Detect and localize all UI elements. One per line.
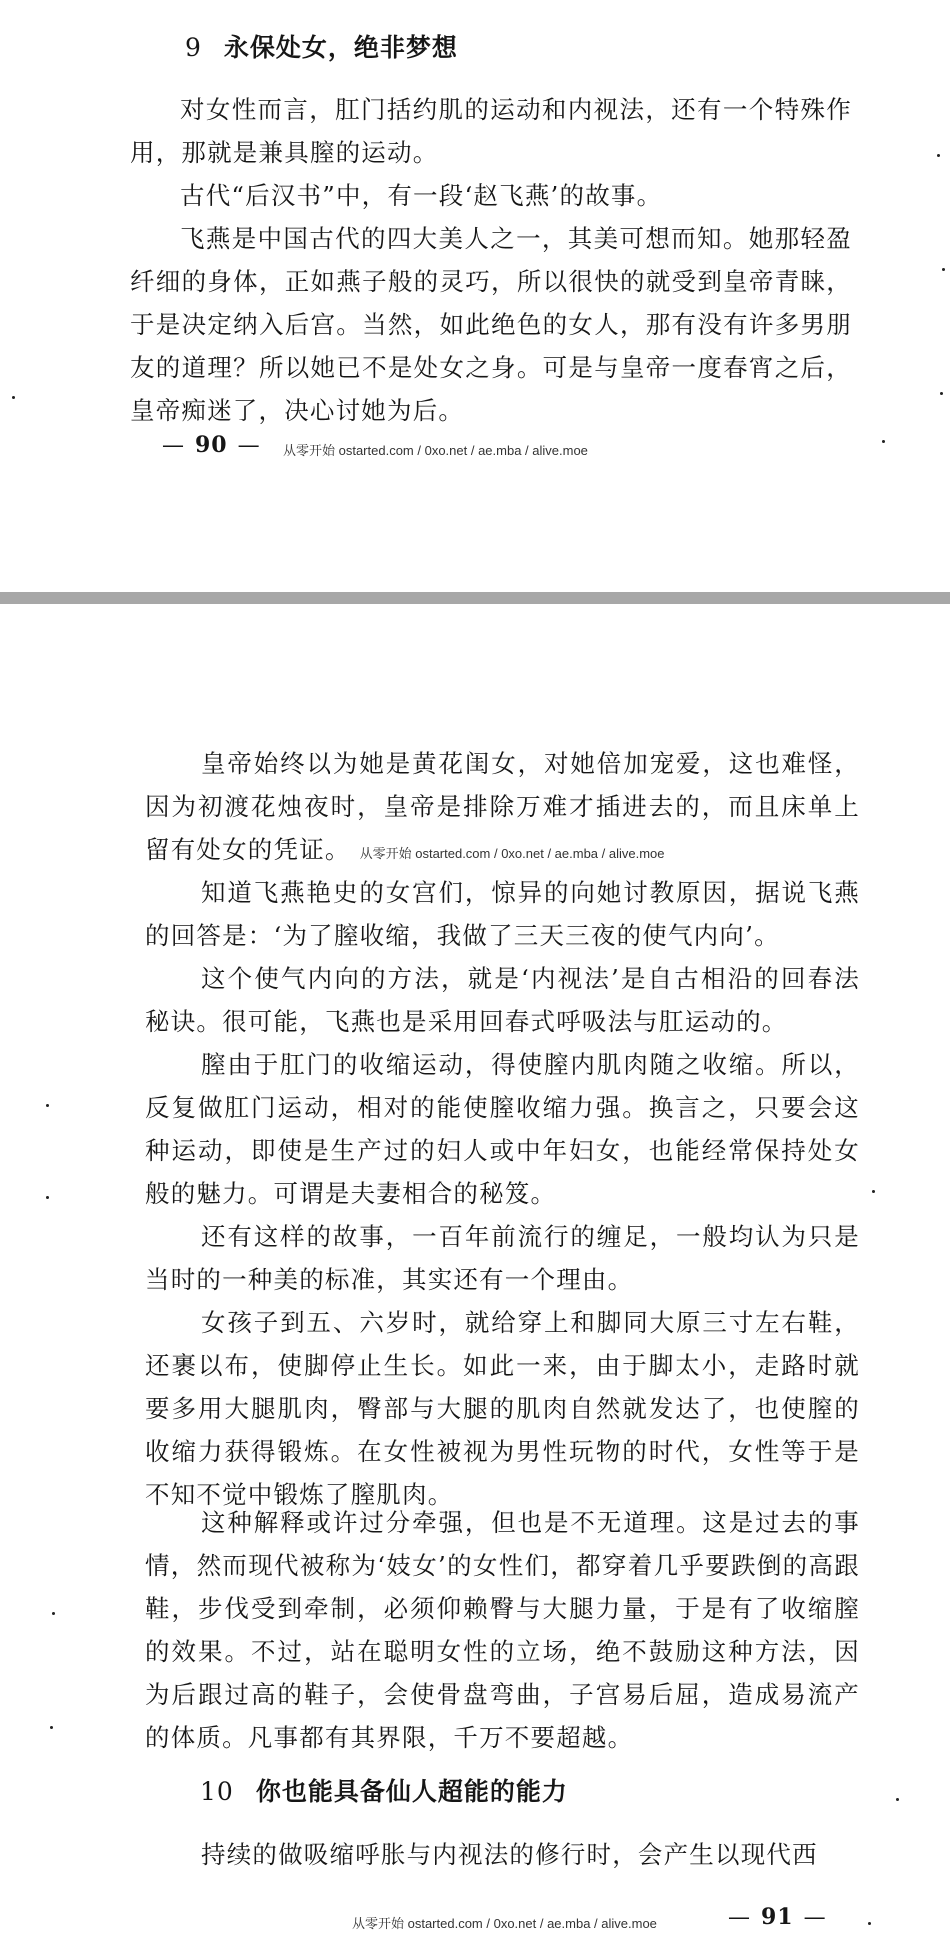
- paragraph: 这种解释或许过分牵强，但也是不无道理。这是过去的事情，然而现代被称为‘妓女’的女性们，都穿着几乎要跌倒的高跟鞋，步伐受到牵制，必须仰赖臀与大腿力量，于是有了收缩膣的效果。不过，站在聪明女性的立场，绝不鼓励这种方法，因为后跟过高的鞋子，会使骨盘弯曲，子宫易后屈，造成易流产的体质。凡事都有其界限，千万不要超越。: [145, 1508, 860, 1752]
- paragraph: 持续的做吸缩呼胀与内视法的修行时，会产生以现代西: [201, 1840, 818, 1869]
- section-number: 9: [185, 33, 202, 62]
- paragraph: 女孩子到五、六岁时，就给穿上和脚同大原三寸左右鞋，还裹以布，使脚停止生长。如此一来，由于脚太小，走路时就要多用大腿肌肉，臀部与大腿的肌肉自然就发达了，也使膣的收缩力获得锻炼。在女性被视为男性玩物的时代，女性等于是不知不觉中锻炼了膣肌肉。: [145, 1308, 860, 1509]
- watermark-text: 从零开始 ostarted.com / 0xo.net / ae.mba / alive.moe: [359, 846, 665, 861]
- section-heading-10: [200, 1772, 568, 1808]
- section-number: 10: [200, 1777, 234, 1806]
- paragraph: 皇帝始终以为她是黄花闺女，对她倍加宠爱，这也难怪，因为初渡花烛夜时，皇帝是排除万难才插进去的，而且床单上留有处女的凭证。 从零开始 ostarted.com / 0xo.net / ae.mba / alive.moe: [145, 749, 860, 864]
- page-91: [0, 604, 950, 1945]
- page-number: 91: [761, 1904, 794, 1930]
- paragraph: 知道飞燕艳史的女宫们，惊异的向她讨教原因，据说飞燕的回答是：‘为了膣收缩，我做了三天三夜的使气内向’。: [145, 878, 860, 950]
- page-number-footer: — 91 —: [728, 1904, 827, 1930]
- page-90: [0, 0, 950, 592]
- paragraph: 飞燕是中国古代的四大美人之一，其美可想而知。她那轻盈纤细的身体，正如燕子般的灵巧，所以很快的就受到皇帝青睐，于是决定纳入后宫。当然，如此绝色的女人，那有没有许多男朋友的道理？所以她已不是处女之身。可是与皇帝一度春宵之后，皇帝痴迷了，决心讨她为后。: [130, 224, 852, 425]
- section-title: 你也能具备仙人超能的能力: [255, 1777, 568, 1806]
- page-number-footer: — 90 —: [162, 432, 261, 458]
- page-number: 90: [195, 432, 228, 458]
- paragraph: 对女性而言，肛门括约肌的运动和内视法，还有一个特殊作用，那就是兼具膣的运动。: [130, 95, 852, 167]
- paragraph: 膣由于肛门的收缩运动，得使膣内肌肉随之收缩。所以，反复做肛门运动，相对的能使膣收缩力强。换言之，只要会这种运动，即使是生产过的妇人或中年妇女，也能经常保持处女般的魅力。可谓是夫妻相合的秘笈。: [145, 1050, 860, 1208]
- watermark-text: 从零开始 ostarted.com / 0xo.net / ae.mba / alive.moe: [283, 443, 588, 458]
- section-title: 永保处女，绝非梦想: [223, 33, 458, 62]
- paragraph: 还有这样的故事，一百年前流行的缠足，一般均认为只是当时的一种美的标准，其实还有一个理由。: [145, 1222, 860, 1294]
- paragraph: 这个使气内向的方法，就是‘内视法’是自古相沿的回春法秘诀。很可能，飞燕也是采用回春式呼吸法与肛运动的。: [145, 964, 860, 1036]
- section-heading-9: [185, 28, 458, 64]
- page-divider: [0, 592, 950, 604]
- paragraph: 古代“后汉书”中，有一段‘赵飞燕’的故事。: [180, 181, 663, 210]
- watermark-text: 从零开始 ostarted.com / 0xo.net / ae.mba / alive.moe: [352, 1916, 657, 1931]
